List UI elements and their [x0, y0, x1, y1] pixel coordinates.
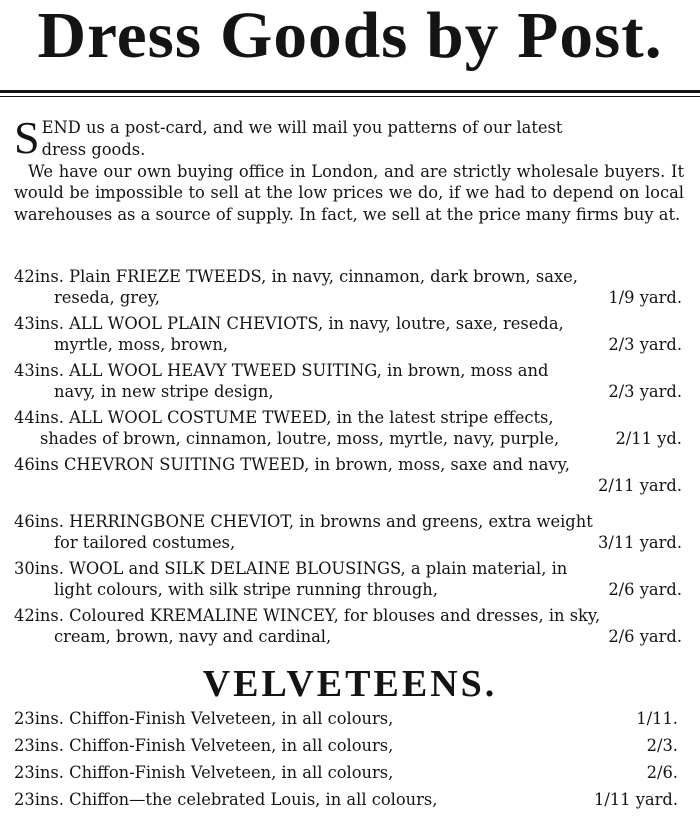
- table-row: [14, 733, 678, 760]
- item-first-line: 30ins. WOOL and SILK DELAINE BLOUSINGS, a plain material, in: [14, 559, 568, 578]
- list-item: [14, 558, 682, 605]
- intro-paragraph-2: We have our own buying office in London, and are strictly wholesale buyers. It would be impossible to sell at the low prices we do, if we had to depend on local warehouses as a source of supply. In fact, we sell at the price many firms buy at.: [14, 161, 684, 225]
- item-second-line: navy, in new stripe design,: [54, 382, 274, 401]
- intro-line-1: END us a post-card, and we will mail you patterns of our latest: [41, 118, 563, 137]
- section-heading-velveteens: VELVETEENS.: [202, 663, 498, 705]
- drop-cap: S: [14, 112, 40, 163]
- velveteen-price: 2/3.: [646, 736, 678, 755]
- item-first-line: 46ins CHEVRON SUITING TWEED, in brown, moss, saxe and navy,: [14, 455, 570, 474]
- velveteen-price: 1/11.: [636, 709, 678, 728]
- velveteen-description: 23ins. Chiffon-Finish Velveteen, in all colours,: [14, 736, 394, 755]
- velveteen-description: 23ins. Chiffon-Finish Velveteen, in all colours,: [14, 763, 394, 782]
- item-price: 2/3 yard.: [608, 335, 682, 354]
- item-price: 2/6 yard.: [608, 627, 682, 646]
- title-rule-thick: [0, 90, 700, 93]
- velveteen-list: [14, 706, 678, 814]
- item-first-line: 42ins. Plain FRIEZE TWEEDS, in navy, cinnamon, dark brown, saxe,: [14, 267, 578, 286]
- table-row: [14, 706, 678, 733]
- item-first-line: 42ins. Coloured KREMALINE WINCEY, for blouses and dresses, in sky,: [14, 606, 601, 625]
- velveteen-description: 23ins. Chiffon—the celebrated Louis, in all colours,: [14, 790, 438, 809]
- velveteen-price: 1/11 yard.: [593, 790, 678, 809]
- item-price: 1/9 yard.: [608, 288, 682, 307]
- item-second-line: myrtle, moss, brown,: [54, 335, 229, 354]
- list-item: [14, 266, 682, 313]
- title-rule-thin: [0, 96, 700, 97]
- list-item: [14, 360, 682, 407]
- item-second-line: reseda, grey,: [54, 288, 160, 307]
- list-item: [14, 407, 682, 454]
- velveteen-description: 23ins. Chiffon-Finish Velveteen, in all colours,: [14, 709, 394, 728]
- velveteen-price: 2/6.: [646, 763, 678, 782]
- list-item: [14, 454, 682, 511]
- item-price: 2/11 yard.: [597, 476, 682, 495]
- intro-text: [14, 112, 684, 226]
- item-first-line: 44ins. ALL WOOL COSTUME TWEED, in the latest stripe effects,: [14, 408, 554, 427]
- intro-line-2: dress goods.: [41, 139, 146, 159]
- table-row: [14, 787, 678, 814]
- item-price: 2/3 yard.: [608, 382, 682, 401]
- item-second-line: cream, brown, navy and cardinal,: [54, 627, 332, 646]
- item-first-line: 43ins. ALL WOOL PLAIN CHEVIOTS, in navy, loutre, saxe, reseda,: [14, 314, 564, 333]
- table-row: [14, 760, 678, 787]
- item-second-line: shades of brown, cinnamon, loutre, moss, myrtle, navy, purple,: [40, 429, 560, 448]
- list-item: [14, 605, 682, 652]
- item-first-line: 46ins. HERRINGBONE CHEVIOT, in browns and greens, extra weight: [14, 512, 593, 531]
- item-second-line: for tailored costumes,: [54, 533, 236, 552]
- item-price: 2/11 yd.: [615, 429, 682, 448]
- item-second-line: light colours, with silk stripe running through,: [54, 580, 438, 599]
- item-price: 3/11 yard.: [597, 533, 682, 552]
- list-item: [14, 313, 682, 360]
- item-first-line: 43ins. ALL WOOL HEAVY TWEED SUITING, in brown, moss and: [14, 361, 549, 380]
- item-price: 2/6 yard.: [608, 580, 682, 599]
- tweed-list: [14, 266, 682, 652]
- intro-paragraph-1: [14, 112, 684, 163]
- advert-title: Dress Goods by Post.: [37, 0, 663, 72]
- list-item: [14, 511, 682, 558]
